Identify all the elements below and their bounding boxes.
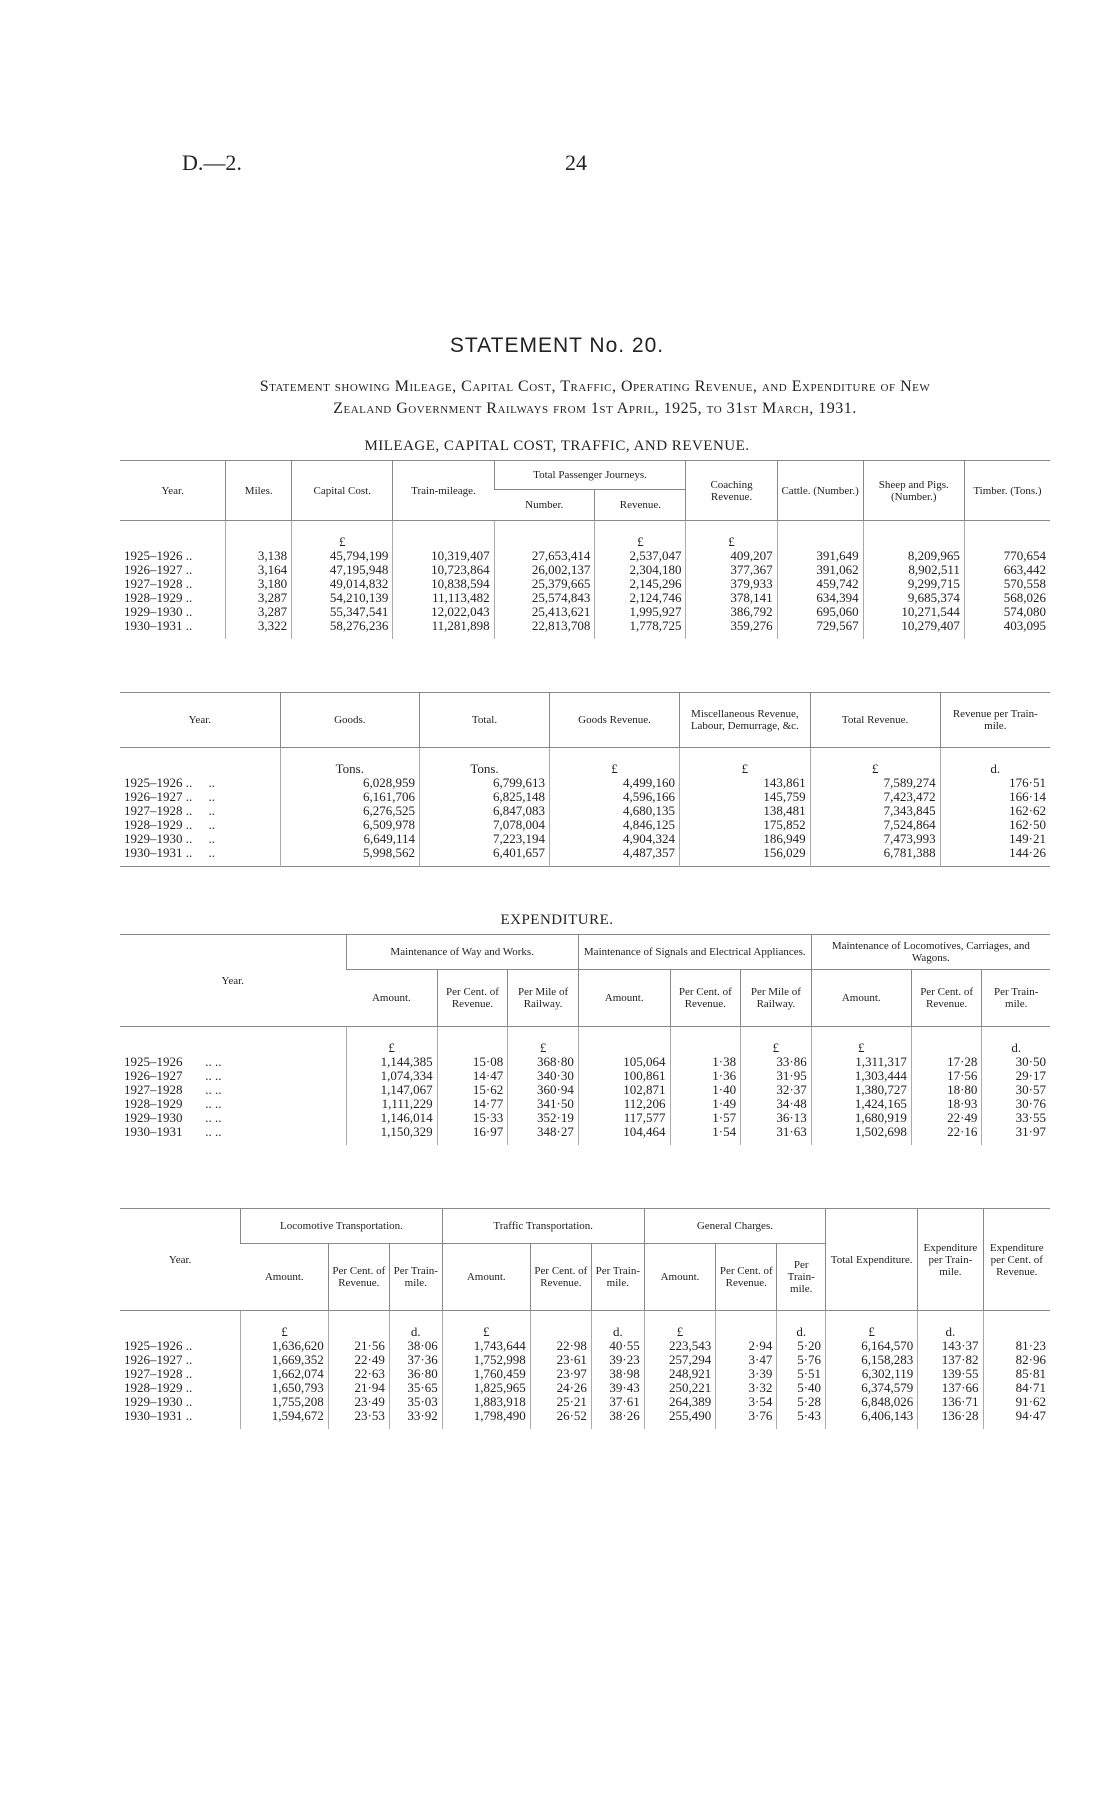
col-group-passenger: Total Passenger Journeys.: [494, 461, 686, 490]
col-gc-pct: Per Cent. of Revenue.: [716, 1244, 777, 1311]
table-row: 1927–1928 .. 3,180 49,014,832 10,838,594 25,379,665 2,145,296 379,933 459,742 9,299,715 570,558: [120, 577, 1050, 591]
col-year: Year.: [120, 1209, 241, 1311]
table-row: 1927–1928 .. 1,662,074 22·63 36·80 1,760,459 23·97 38·98 248,921 3·39 5·51 6,302,119 139·55 85·81: [120, 1367, 1050, 1381]
col-timber: Timber. (Tons.): [964, 461, 1050, 521]
col-group-signals: Maintenance of Signals and Electrical Appliances.: [578, 935, 811, 970]
col-train-mileage: Train-mileage.: [393, 461, 494, 521]
col-sig-per-mile: Per Mile of Railway.: [741, 970, 812, 1027]
table-row: 1929–1930 .. 3,287 55,347,541 12,022,043 25,413,621 1,995,927 386,792 695,060 10,271,544 574,080: [120, 605, 1050, 619]
units-row: [120, 521, 1050, 550]
table-row: 1925–1926 .. 3,138 45,794,199 10,319,407 27,653,414 2,537,047 409,207 391,649 8,209,965 770,654: [120, 549, 1050, 563]
col-passenger-number: Number.: [494, 490, 595, 521]
col-exp-per-train-mile: Expenditure per Train-mile.: [918, 1209, 983, 1311]
col-year: Year.: [120, 935, 346, 1027]
col-total-expenditure: Total Expenditure.: [826, 1209, 918, 1311]
statement-description: [120, 376, 1070, 420]
unit-pass-revenue: £: [595, 521, 686, 550]
col-total: Total.: [419, 693, 549, 748]
mileage-section-title: MILEAGE, CAPITAL COST, TRAFFIC, AND REVENUE.: [364, 438, 750, 454]
goods-revenue-table: [120, 692, 1050, 867]
col-group-locomotives: Maintenance of Locomotives, Carriages, and Wagons.: [811, 935, 1050, 970]
col-tt-amount: Amount.: [442, 1244, 530, 1311]
description-line-1: Statement showing Mileage, Capital Cost, Traffic, Operating Revenue, and Expenditure of New: [259, 378, 931, 395]
table-row: 1927–1928 .. .. 1,147,067 15·62 360·94 102,871 1·40 32·37 1,380,727 18·80 30·57: [120, 1083, 1050, 1097]
col-group-traffic-transport: Traffic Transportation.: [442, 1209, 644, 1244]
table-row: 1926–1927 .. .. 1,074,334 14·47 340·30 100,861 1·36 31·95 1,303,444 17·56 29·17: [120, 1069, 1050, 1083]
table-row: 1927–1928 .. .. 6,276,525 6,847,083 4,680,135 138,481 7,343,845 162·62: [120, 804, 1050, 818]
col-year: Year.: [120, 461, 226, 521]
col-goods-revenue: Goods Revenue.: [550, 693, 680, 748]
table-row: 1930–1931 .. 3,322 58,276,236 11,281,898 22,813,708 1,778,725 359,276 729,567 10,279,407 403,095: [120, 619, 1050, 639]
table-row: 1929–1930 .. 1,755,208 23·49 35·03 1,883,918 25·21 37·61 264,389 3·54 5·28 6,848,026 136·71 91·62: [120, 1395, 1050, 1409]
table-row: 1930–1931 .. .. 5,998,562 6,401,657 4,487,357 156,029 6,781,388 144·26: [120, 846, 1050, 867]
table-row: 1928–1929 .. 1,650,793 21·94 35·65 1,825,965 24·26 39·43 250,221 3·32 5·40 6,374,579 137·66 84·71: [120, 1381, 1050, 1395]
col-miles: Miles.: [226, 461, 292, 521]
col-way-amount: Amount.: [346, 970, 437, 1027]
document-code: D.—2.: [182, 150, 242, 175]
table-row: 1928–1929 .. .. 1,111,229 14·77 341·50 112,206 1·49 34·48 1,424,165 18·93 30·76: [120, 1097, 1050, 1111]
col-group-general-charges: General Charges.: [644, 1209, 825, 1244]
table-row: 1926–1927 .. .. 6,161,706 6,825,148 4,596,166 145,759 7,423,472 166·14: [120, 790, 1050, 804]
transportation-expenditure-table: [120, 1208, 1050, 1429]
col-gc-amount: Amount.: [644, 1244, 715, 1311]
col-cattle: Cattle. (Number.): [777, 461, 863, 521]
table-row: 1925–1926 .. .. 1,144,385 15·08 368·80 105,064 1·38 33·86 1,311,317 17·28 30·50: [120, 1055, 1050, 1069]
col-tt-train: Per Train-mile.: [591, 1244, 644, 1311]
table-row: 1926–1927 .. 3,164 47,195,948 10,723,864 26,002,137 2,304,180 377,367 391,062 8,902,511 663,442: [120, 563, 1050, 577]
maintenance-expenditure-table: [120, 934, 1050, 1145]
col-tt-pct: Per Cent. of Revenue.: [530, 1244, 591, 1311]
col-way-pct: Per Cent. of Revenue.: [437, 970, 508, 1027]
table-row: 1930–1931 .. 1,594,672 23·53 33·92 1,798,490 26·52 38·26 255,490 3·76 5·43 6,406,143 136·28 94·47: [120, 1409, 1050, 1429]
col-capital-cost: Capital Cost.: [292, 461, 393, 521]
col-loco-per-train-mile: Per Train-mile.: [982, 970, 1050, 1027]
col-goods: Goods.: [280, 693, 419, 748]
col-sig-amount: Amount.: [578, 970, 670, 1027]
col-gc-train: Per Train-mile.: [777, 1244, 826, 1311]
col-sig-pct: Per Cent. of Revenue.: [670, 970, 741, 1027]
col-year: Year.: [120, 693, 280, 748]
col-loco-pct: Per Cent. of Revenue.: [911, 970, 982, 1027]
table-row: 1929–1930 .. .. 1,146,014 15·33 352·19 117,577 1·57 36·13 1,680,919 22·49 33·55: [120, 1111, 1050, 1125]
table-row: 1925–1926 .. 1,636,620 21·56 38·06 1,743,644 22·98 40·55 223,543 2·94 5·20 6,164,570 143·37 81·23: [120, 1339, 1050, 1353]
table-row: 1930–1931 .. .. 1,150,329 16·97 348·27 104,464 1·54 31·63 1,502,698 22·16 31·97: [120, 1125, 1050, 1145]
table-row: 1926–1927 .. 1,669,352 22·49 37·36 1,752,998 23·61 39·23 257,294 3·47 5·76 6,158,283 137·82 82·96: [120, 1353, 1050, 1367]
col-exp-pct-revenue: Expenditure per Cent. of Revenue.: [983, 1209, 1050, 1311]
expenditure-section-title: EXPENDITURE.: [500, 912, 614, 928]
col-sheep-pigs: Sheep and Pigs. (Number.): [863, 461, 964, 521]
col-loco-amount: Amount.: [811, 970, 911, 1027]
col-way-per-mile: Per Mile of Railway.: [508, 970, 579, 1027]
page-number: 24: [565, 150, 587, 175]
units-row: £ £ £ £ d.: [120, 1027, 1050, 1056]
col-lt-amount: Amount.: [241, 1244, 329, 1311]
unit-capital: £: [292, 521, 393, 550]
col-passenger-revenue: Revenue.: [595, 490, 686, 521]
col-coaching-revenue: Coaching Revenue.: [686, 461, 777, 521]
table-row: 1928–1929 .. 3,287 54,210,139 11,113,482 25,574,843 2,124,746 378,141 634,394 9,685,374 568,026: [120, 591, 1050, 605]
col-group-loco-transport: Locomotive Transportation.: [241, 1209, 443, 1244]
col-lt-train: Per Train-mile.: [389, 1244, 442, 1311]
col-group-way-works: Maintenance of Way and Works.: [346, 935, 578, 970]
col-revenue-per-train-mile: Revenue per Train-mile.: [940, 693, 1050, 748]
statement-title: STATEMENT No. 20.: [449, 334, 665, 357]
col-lt-pct: Per Cent. of Revenue.: [328, 1244, 389, 1311]
col-misc-revenue: Miscellaneous Revenue, Labour, Demurrage, &c.: [680, 693, 811, 748]
unit-coaching: £: [686, 521, 777, 550]
table-row: 1928–1929 .. .. 6,509,978 7,078,004 4,846,125 175,852 7,524,864 162·50: [120, 818, 1050, 832]
table-row: 1925–1926 .. .. 6,028,959 6,799,613 4,499,160 143,861 7,589,274 176·51: [120, 776, 1050, 790]
units-row: £ d. £ d. £ d. £ d.: [120, 1311, 1050, 1340]
col-total-revenue: Total Revenue.: [810, 693, 940, 748]
description-line-2: Zealand Government Railways from 1st April, 1925, to 31st March, 1931.: [333, 400, 857, 417]
table-row: 1929–1930 .. .. 6,649,114 7,223,194 4,904,324 186,949 7,473,993 149·21: [120, 832, 1050, 846]
mileage-table: [120, 460, 1050, 639]
units-row: Tons. Tons. £ £ £ d.: [120, 748, 1050, 777]
